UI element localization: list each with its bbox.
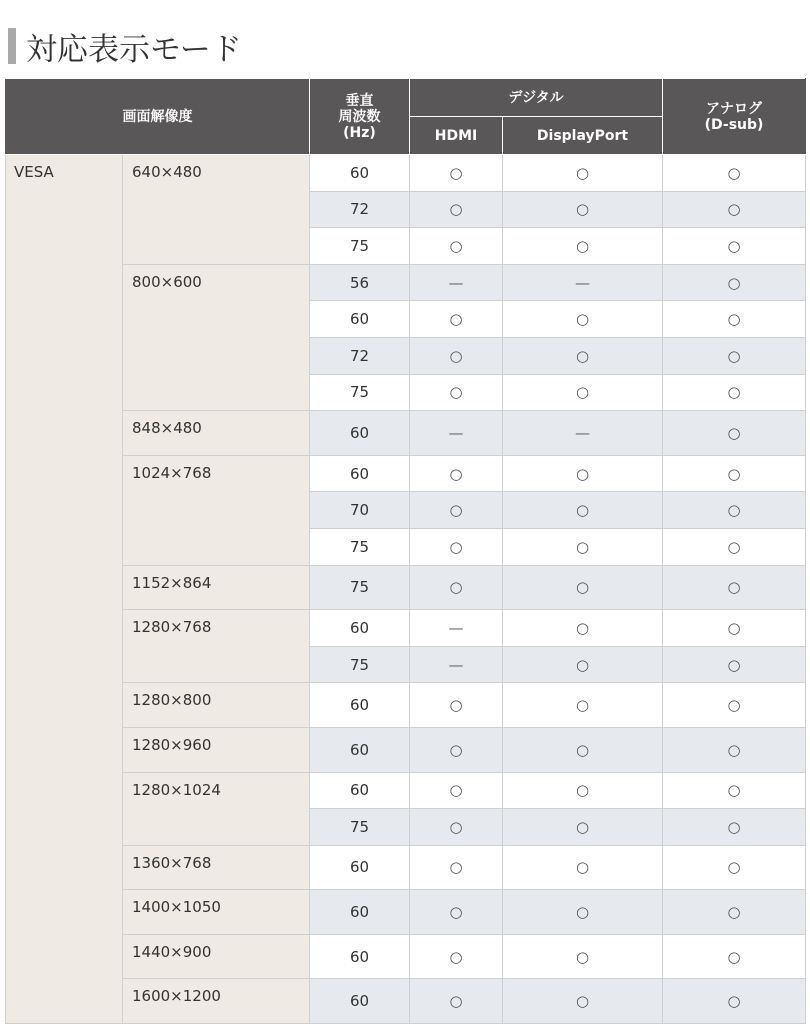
resolution-cell: 1600×1200 — [123, 979, 310, 1024]
resolution-cell: 1024×768 — [123, 455, 310, 565]
section-title — [8, 24, 242, 68]
displayport-support-cell: ○ — [503, 683, 663, 728]
displayport-support-cell: ○ — [503, 374, 663, 411]
hdmi-support-cell: ○ — [410, 301, 503, 338]
table-row — [6, 455, 806, 492]
dsub-support-cell: ○ — [663, 934, 806, 979]
displayport-support-cell: ○ — [503, 565, 663, 610]
page-title: 対応表示モード — [26, 31, 242, 68]
displayport-support-cell: ○ — [503, 934, 663, 979]
hdmi-support-cell: ○ — [410, 565, 503, 610]
displayport-support-cell: ○ — [503, 155, 663, 192]
frequency-cell: 75 — [310, 646, 410, 683]
dsub-support-cell: ○ — [663, 809, 806, 846]
dsub-support-cell: ○ — [663, 646, 806, 683]
frequency-cell: 60 — [310, 155, 410, 192]
frequency-cell: 75 — [310, 809, 410, 846]
displayport-support-cell: ○ — [503, 455, 663, 492]
resolution-cell: 1280×800 — [123, 683, 310, 728]
frequency-cell: 60 — [310, 772, 410, 809]
hdmi-support-cell: ○ — [410, 228, 503, 265]
hdmi-support-cell: ○ — [410, 809, 503, 846]
frequency-cell: 60 — [310, 411, 410, 456]
table-body — [6, 155, 806, 1024]
dsub-support-cell: ○ — [663, 890, 806, 935]
hdmi-support-cell: ○ — [410, 191, 503, 228]
table-row — [6, 155, 806, 192]
table-row — [6, 610, 806, 647]
frequency-cell: 60 — [310, 979, 410, 1024]
header-vertical-frequency — [310, 79, 410, 155]
dsub-support-cell: ○ — [663, 411, 806, 456]
hdmi-support-cell: ○ — [410, 155, 503, 192]
hdmi-support-cell: ○ — [410, 890, 503, 935]
table-row — [6, 411, 806, 456]
frequency-cell: 75 — [310, 565, 410, 610]
resolution-cell: 848×480 — [123, 411, 310, 456]
dsub-support-cell: ○ — [663, 492, 806, 529]
displayport-support-cell: — — [503, 411, 663, 456]
frequency-cell: 60 — [310, 934, 410, 979]
header-analog-line2: (D-sub) — [704, 116, 764, 133]
displayport-support-cell: ○ — [503, 979, 663, 1024]
hdmi-support-cell: ○ — [410, 934, 503, 979]
hdmi-support-cell: — — [410, 264, 503, 301]
table-row — [6, 979, 806, 1024]
hdmi-support-cell: — — [410, 646, 503, 683]
displayport-support-cell: ○ — [503, 191, 663, 228]
dsub-support-cell: ○ — [663, 683, 806, 728]
table-row — [6, 264, 806, 301]
displayport-support-cell: ○ — [503, 528, 663, 565]
displayport-support-cell: ○ — [503, 228, 663, 265]
hdmi-support-cell: ○ — [410, 455, 503, 492]
table-row — [6, 565, 806, 610]
frequency-cell: 60 — [310, 727, 410, 772]
dsub-support-cell: ○ — [663, 772, 806, 809]
header-analog — [663, 79, 806, 155]
dsub-support-cell: ○ — [663, 264, 806, 301]
displayport-support-cell: ○ — [503, 772, 663, 809]
header-vertical-frequency-unit: (Hz) — [343, 124, 376, 141]
frequency-cell: 75 — [310, 228, 410, 265]
hdmi-support-cell: ○ — [410, 683, 503, 728]
dsub-support-cell: ○ — [663, 228, 806, 265]
displayport-support-cell: ○ — [503, 646, 663, 683]
resolution-cell: 1280×960 — [123, 727, 310, 772]
hdmi-support-cell: ○ — [410, 845, 503, 890]
displayport-support-cell: ○ — [503, 845, 663, 890]
hdmi-support-cell: ○ — [410, 492, 503, 529]
header-vertical-frequency-line1: 垂直 — [345, 92, 374, 109]
resolution-cell: 800×600 — [123, 264, 310, 410]
displayport-support-cell: ○ — [503, 301, 663, 338]
table-row — [6, 772, 806, 809]
displayport-support-cell: ○ — [503, 727, 663, 772]
hdmi-support-cell: ○ — [410, 727, 503, 772]
header-hdmi: HDMI — [410, 117, 503, 155]
frequency-cell: 72 — [310, 337, 410, 374]
header-vertical-frequency-line2: 周波数 — [338, 108, 381, 125]
hdmi-support-cell: ○ — [410, 772, 503, 809]
frequency-cell: 60 — [310, 890, 410, 935]
dsub-support-cell: ○ — [663, 337, 806, 374]
header-digital: デジタル — [410, 79, 663, 117]
dsub-support-cell: ○ — [663, 374, 806, 411]
frequency-cell: 60 — [310, 455, 410, 492]
hdmi-support-cell: — — [410, 610, 503, 647]
dsub-support-cell: ○ — [663, 455, 806, 492]
dsub-support-cell: ○ — [663, 565, 806, 610]
table-row — [6, 727, 806, 772]
dsub-support-cell: ○ — [663, 610, 806, 647]
hdmi-support-cell: ○ — [410, 337, 503, 374]
frequency-cell: 75 — [310, 528, 410, 565]
displayport-support-cell: ○ — [503, 337, 663, 374]
header-analog-line1: アナログ — [706, 100, 763, 117]
frequency-cell: 60 — [310, 301, 410, 338]
resolution-cell: 1280×768 — [123, 610, 310, 683]
dsub-support-cell: ○ — [663, 301, 806, 338]
table-row — [6, 890, 806, 935]
displayport-support-cell: ○ — [503, 890, 663, 935]
standard-cell: VESA — [6, 155, 123, 1024]
displayport-support-cell: ○ — [503, 809, 663, 846]
frequency-cell: 60 — [310, 610, 410, 647]
display-mode-table — [5, 78, 806, 1024]
displayport-support-cell: ○ — [503, 492, 663, 529]
resolution-cell: 1360×768 — [123, 845, 310, 890]
displayport-support-cell: ○ — [503, 610, 663, 647]
hdmi-support-cell: ○ — [410, 979, 503, 1024]
table-row — [6, 934, 806, 979]
dsub-support-cell: ○ — [663, 727, 806, 772]
resolution-cell: 1280×1024 — [123, 772, 310, 845]
title-accent-bar — [8, 28, 16, 64]
frequency-cell: 60 — [310, 845, 410, 890]
frequency-cell: 70 — [310, 492, 410, 529]
header-displayport: DisplayPort — [503, 117, 663, 155]
hdmi-support-cell: — — [410, 411, 503, 456]
dsub-support-cell: ○ — [663, 191, 806, 228]
header-resolution: 画面解像度 — [6, 79, 310, 155]
frequency-cell: 72 — [310, 191, 410, 228]
dsub-support-cell: ○ — [663, 528, 806, 565]
dsub-support-cell: ○ — [663, 979, 806, 1024]
frequency-cell: 56 — [310, 264, 410, 301]
table-row — [6, 845, 806, 890]
frequency-cell: 75 — [310, 374, 410, 411]
resolution-cell: 1152×864 — [123, 565, 310, 610]
hdmi-support-cell: ○ — [410, 528, 503, 565]
resolution-cell: 640×480 — [123, 155, 310, 265]
frequency-cell: 60 — [310, 683, 410, 728]
dsub-support-cell: ○ — [663, 155, 806, 192]
hdmi-support-cell: ○ — [410, 374, 503, 411]
dsub-support-cell: ○ — [663, 845, 806, 890]
table-row — [6, 683, 806, 728]
displayport-support-cell: — — [503, 264, 663, 301]
resolution-cell: 1440×900 — [123, 934, 310, 979]
resolution-cell: 1400×1050 — [123, 890, 310, 935]
